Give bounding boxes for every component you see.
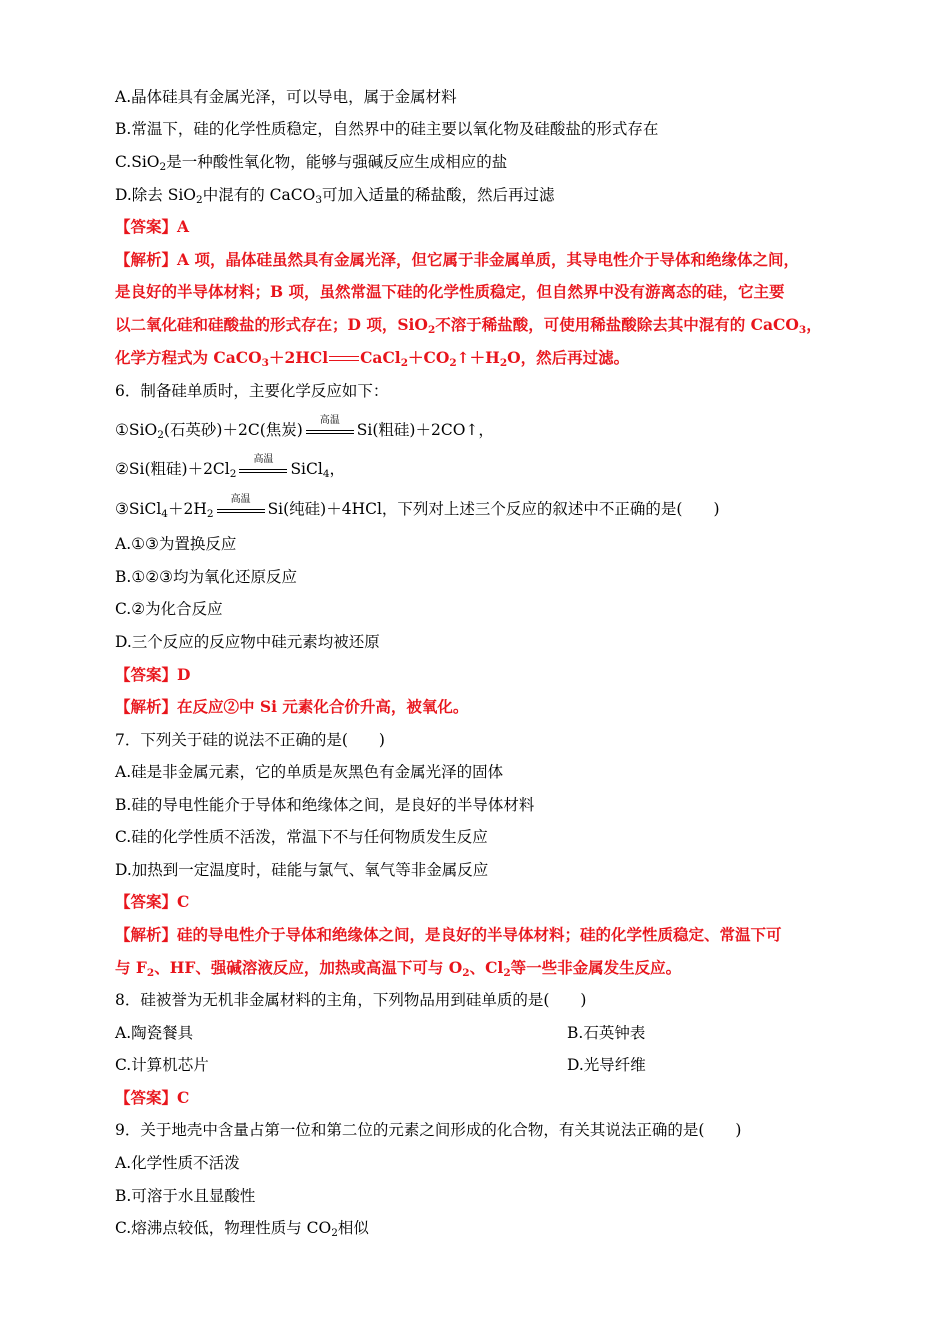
q6-answer: 【答案】D <box>115 665 191 684</box>
q7-explanation-line-1: 【解析】硅的导电性介于导体和绝缘体之间，是良好的半导体材料；硅的化学性质稳定、常温下可 <box>115 925 782 944</box>
q6-stem: 6．制备硅单质时，主要化学反应如下： <box>115 382 389 400</box>
q7-option-d: D.加热到一定温度时，硅能与氯气、氧气等非金属反应 <box>115 861 489 879</box>
q6-option-c: C.②为化合反应 <box>115 600 223 618</box>
q9-option-a: A.化学性质不活泼 <box>115 1154 240 1172</box>
q6-option-b: B.①②③均为氧化还原反应 <box>115 568 298 586</box>
q8-options-row-1 <box>115 1022 646 1044</box>
q9-stem: 9．关于地壳中含量占第一位和第二位的元素之间形成的化合物，有关其说法正确的是( ) <box>115 1121 742 1139</box>
q5-explanation-line-4: 化学方程式为 CaCO$_3$＋2HCl $CaCl_2+CO_2↑+H_2O$，然后再过滤。 <box>115 348 630 369</box>
q6-reaction-3: $③SiCl_4+2H_2$ 高温 Si(纯硅)＋4HCl，下列对上述三个反应的叙述中不正确的是( ) <box>115 494 720 520</box>
q8-option-c: C.计算机芯片 <box>115 1056 209 1074</box>
reaction-arrow-icon: 高温 <box>217 503 265 517</box>
q8-options-row-2 <box>115 1054 646 1076</box>
q5-option-a: A.晶体硅具有金属光泽，可以导电，属于金属材料 <box>115 88 457 106</box>
q5-option-d: D.除去 SiO$_2$中混有的 CaCO$_3$可加入适量的稀盐酸，然后再过滤 <box>115 186 555 206</box>
q6-reaction-1: ①SiO$_2$(石英砂)＋2C(焦炭) 高温 Si(粗硅)＋2CO↑， <box>115 415 494 441</box>
q7-option-a: A.硅是非金属元素，它的单质是灰黑色有金属光泽的固体 <box>115 763 504 781</box>
q5-option-b: B.常温下，硅的化学性质稳定，自然界中的硅主要以氧化物及硅酸盐的形式存在 <box>115 120 659 138</box>
q5-explanation-line-2: 是良好的半导体材料；B 项，虽然常温下硅的化学性质稳定，但自然界中没有游离态的硅，它主要 <box>115 282 785 301</box>
q7-answer: 【答案】C <box>115 892 190 911</box>
q9-option-c: C.熔沸点较低，物理性质与 $CO_2$相似 <box>115 1219 369 1239</box>
q7-option-c: C.硅的化学性质不活泼，常温下不与任何物质发生反应 <box>115 828 488 846</box>
q8-option-d: D.光导纤维 <box>567 1056 646 1074</box>
q5-explanation-line-1: 【解析】A 项，晶体硅虽然具有金属光泽，但它属于非金属单质，其导电性介于导体和绝缘体之间， <box>115 250 799 269</box>
q6-option-d: D.三个反应的反应物中硅元素均被还原 <box>115 633 380 651</box>
q5-option-c: C.SiO$_2$是一种酸性氧化物，能够与强碱反应生成相应的盐 <box>115 153 508 173</box>
q5-answer: 【答案】A <box>115 217 190 236</box>
q6-explanation: 【解析】在反应②中 Si 元素化合价升高，被氧化。 <box>115 697 469 716</box>
q5-explanation-line-3: 以二氧化硅和硅酸盐的形式存在；D 项，SiO$_2$不溶于稀盐酸，可使用稀盐酸除去其中混有的 CaCO$_3$， <box>115 315 822 336</box>
q7-option-b: B.硅的导电性能介于导体和绝缘体之间，是良好的半导体材料 <box>115 796 535 814</box>
equals-sign-icon <box>329 354 359 364</box>
q6-option-a: A.①③为置换反应 <box>115 535 237 553</box>
q7-explanation-line-2: 与 $F_2$、HF、强碱溶液反应，加热或高温下可与 $O_2$、$Cl_2$等一些非金属发生反应。 <box>115 958 682 979</box>
q8-option-b: B.石英钟表 <box>567 1024 646 1042</box>
reaction-arrow-icon: 高温 <box>306 424 354 438</box>
q9-option-b: B.可溶于水且显酸性 <box>115 1187 256 1205</box>
reaction-arrow-icon: 高温 <box>239 463 287 477</box>
q8-answer: 【答案】C <box>115 1088 190 1107</box>
q8-option-a: A.陶瓷餐具 <box>115 1024 194 1042</box>
q8-stem: 8．硅被誉为无机非金属材料的主角，下列物品用到硅单质的是( ) <box>115 991 587 1009</box>
q7-stem: 7．下列关于硅的说法不正确的是( ) <box>115 731 385 749</box>
q6-reaction-2: ②Si(粗硅)$+2Cl_2$ 高温 SiCl$_4$， <box>115 454 346 480</box>
